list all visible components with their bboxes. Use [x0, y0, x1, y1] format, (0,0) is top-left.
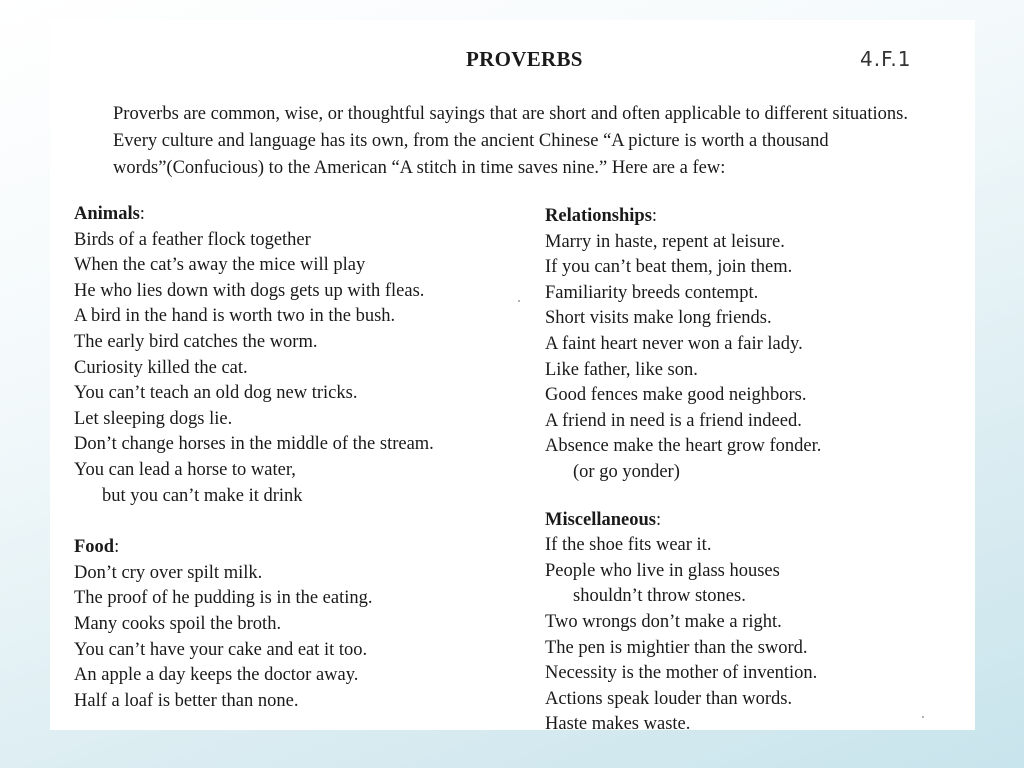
list-item: The pen is mightier than the sword. — [545, 637, 808, 658]
list-item-continuation: shouldn’t throw stones. — [573, 586, 746, 607]
scan-speck — [518, 300, 520, 302]
section-heading: Food: — [74, 537, 120, 558]
list-item: Many cooks spoil the broth. — [74, 613, 282, 634]
list-item: Marry in haste, repent at leisure. — [545, 231, 785, 252]
list-item: Let sleeping dogs lie. — [74, 408, 233, 429]
page-title: PROVERBS — [466, 47, 583, 71]
list-item: Curiosity killed the cat. — [74, 357, 248, 378]
list-item: If you can’t beat them, join them. — [545, 257, 793, 278]
section-miscellaneous — [545, 508, 985, 738]
section-heading: Animals: — [74, 204, 145, 224]
list-item: The proof of he pudding is in the eating. — [74, 588, 373, 609]
proverb-list — [545, 533, 985, 738]
proverb-list — [74, 228, 514, 510]
list-item: Good fences make good neighbors. — [545, 385, 807, 406]
list-item: Like father, like son. — [545, 359, 698, 380]
section-food — [74, 535, 514, 714]
list-item: The early bird catches the worm. — [74, 331, 318, 352]
intro-paragraph: Proverbs are common, wise, or thoughtful sayings that are short and often applicable to different situations. Every culture and language has its own, from the ancient Chinese “A picture is worth a thousand words”(Confucious) to the American “A stitch in time saves nine.” Here are a few: — [113, 104, 908, 178]
list-item: Necessity is the mother of invention. — [545, 663, 818, 684]
list-item: Don’t cry over spilt milk. — [74, 562, 263, 583]
list-item: You can lead a horse to water, — [74, 459, 296, 480]
proverb-list — [545, 230, 985, 486]
list-item: Absence make the heart grow fonder. — [545, 436, 822, 457]
list-item-continuation: (or go yonder) — [573, 461, 680, 482]
list-item: A friend in need is a friend indeed. — [545, 410, 802, 431]
left-column — [74, 202, 514, 732]
list-item: You can’t have your cake and eat it too. — [74, 639, 368, 660]
list-item: When the cat’s away the mice will play — [74, 255, 366, 276]
list-item: Two wrongs don’t make a right. — [545, 611, 782, 632]
proverb-list — [74, 561, 514, 715]
list-item: Haste makes waste. — [545, 714, 691, 735]
list-item: Short visits make long friends. — [545, 308, 772, 329]
section-heading-text: Miscellaneous — [545, 509, 656, 530]
list-item: You can’t teach an old dog new tricks. — [74, 383, 358, 404]
section-heading-text: Food — [74, 537, 115, 558]
list-item: If the shoe fits wear it. — [545, 535, 712, 556]
section-heading: Miscellaneous: — [545, 509, 662, 530]
list-item-continuation: but you can’t make it drink — [102, 485, 303, 506]
right-column — [545, 204, 985, 756]
list-item: People who live in glass houses — [545, 560, 780, 581]
section-heading-text: Animals — [74, 204, 140, 224]
section-relationships — [545, 204, 985, 486]
section-heading: Relationships: — [545, 206, 658, 226]
handout-code: 4.F.1 — [860, 47, 912, 71]
list-item: He who lies down with dogs gets up with fleas. — [74, 280, 425, 301]
scan-speck — [922, 716, 924, 718]
list-item: Actions speak louder than words. — [545, 688, 793, 709]
list-item: Don’t change horses in the middle of the stream. — [74, 434, 434, 455]
list-item: An apple a day keeps the doctor away. — [74, 665, 359, 686]
section-heading-text: Relationships — [545, 206, 652, 226]
list-item: Birds of a feather flock together — [74, 229, 311, 250]
list-item: A bird in the hand is worth two in the bush. — [74, 306, 396, 327]
list-item: Familiarity breeds contempt. — [545, 282, 759, 303]
list-item: Half a loaf is better than none. — [74, 690, 299, 711]
section-animals — [74, 202, 514, 509]
list-item: A faint heart never won a fair lady. — [545, 333, 803, 354]
